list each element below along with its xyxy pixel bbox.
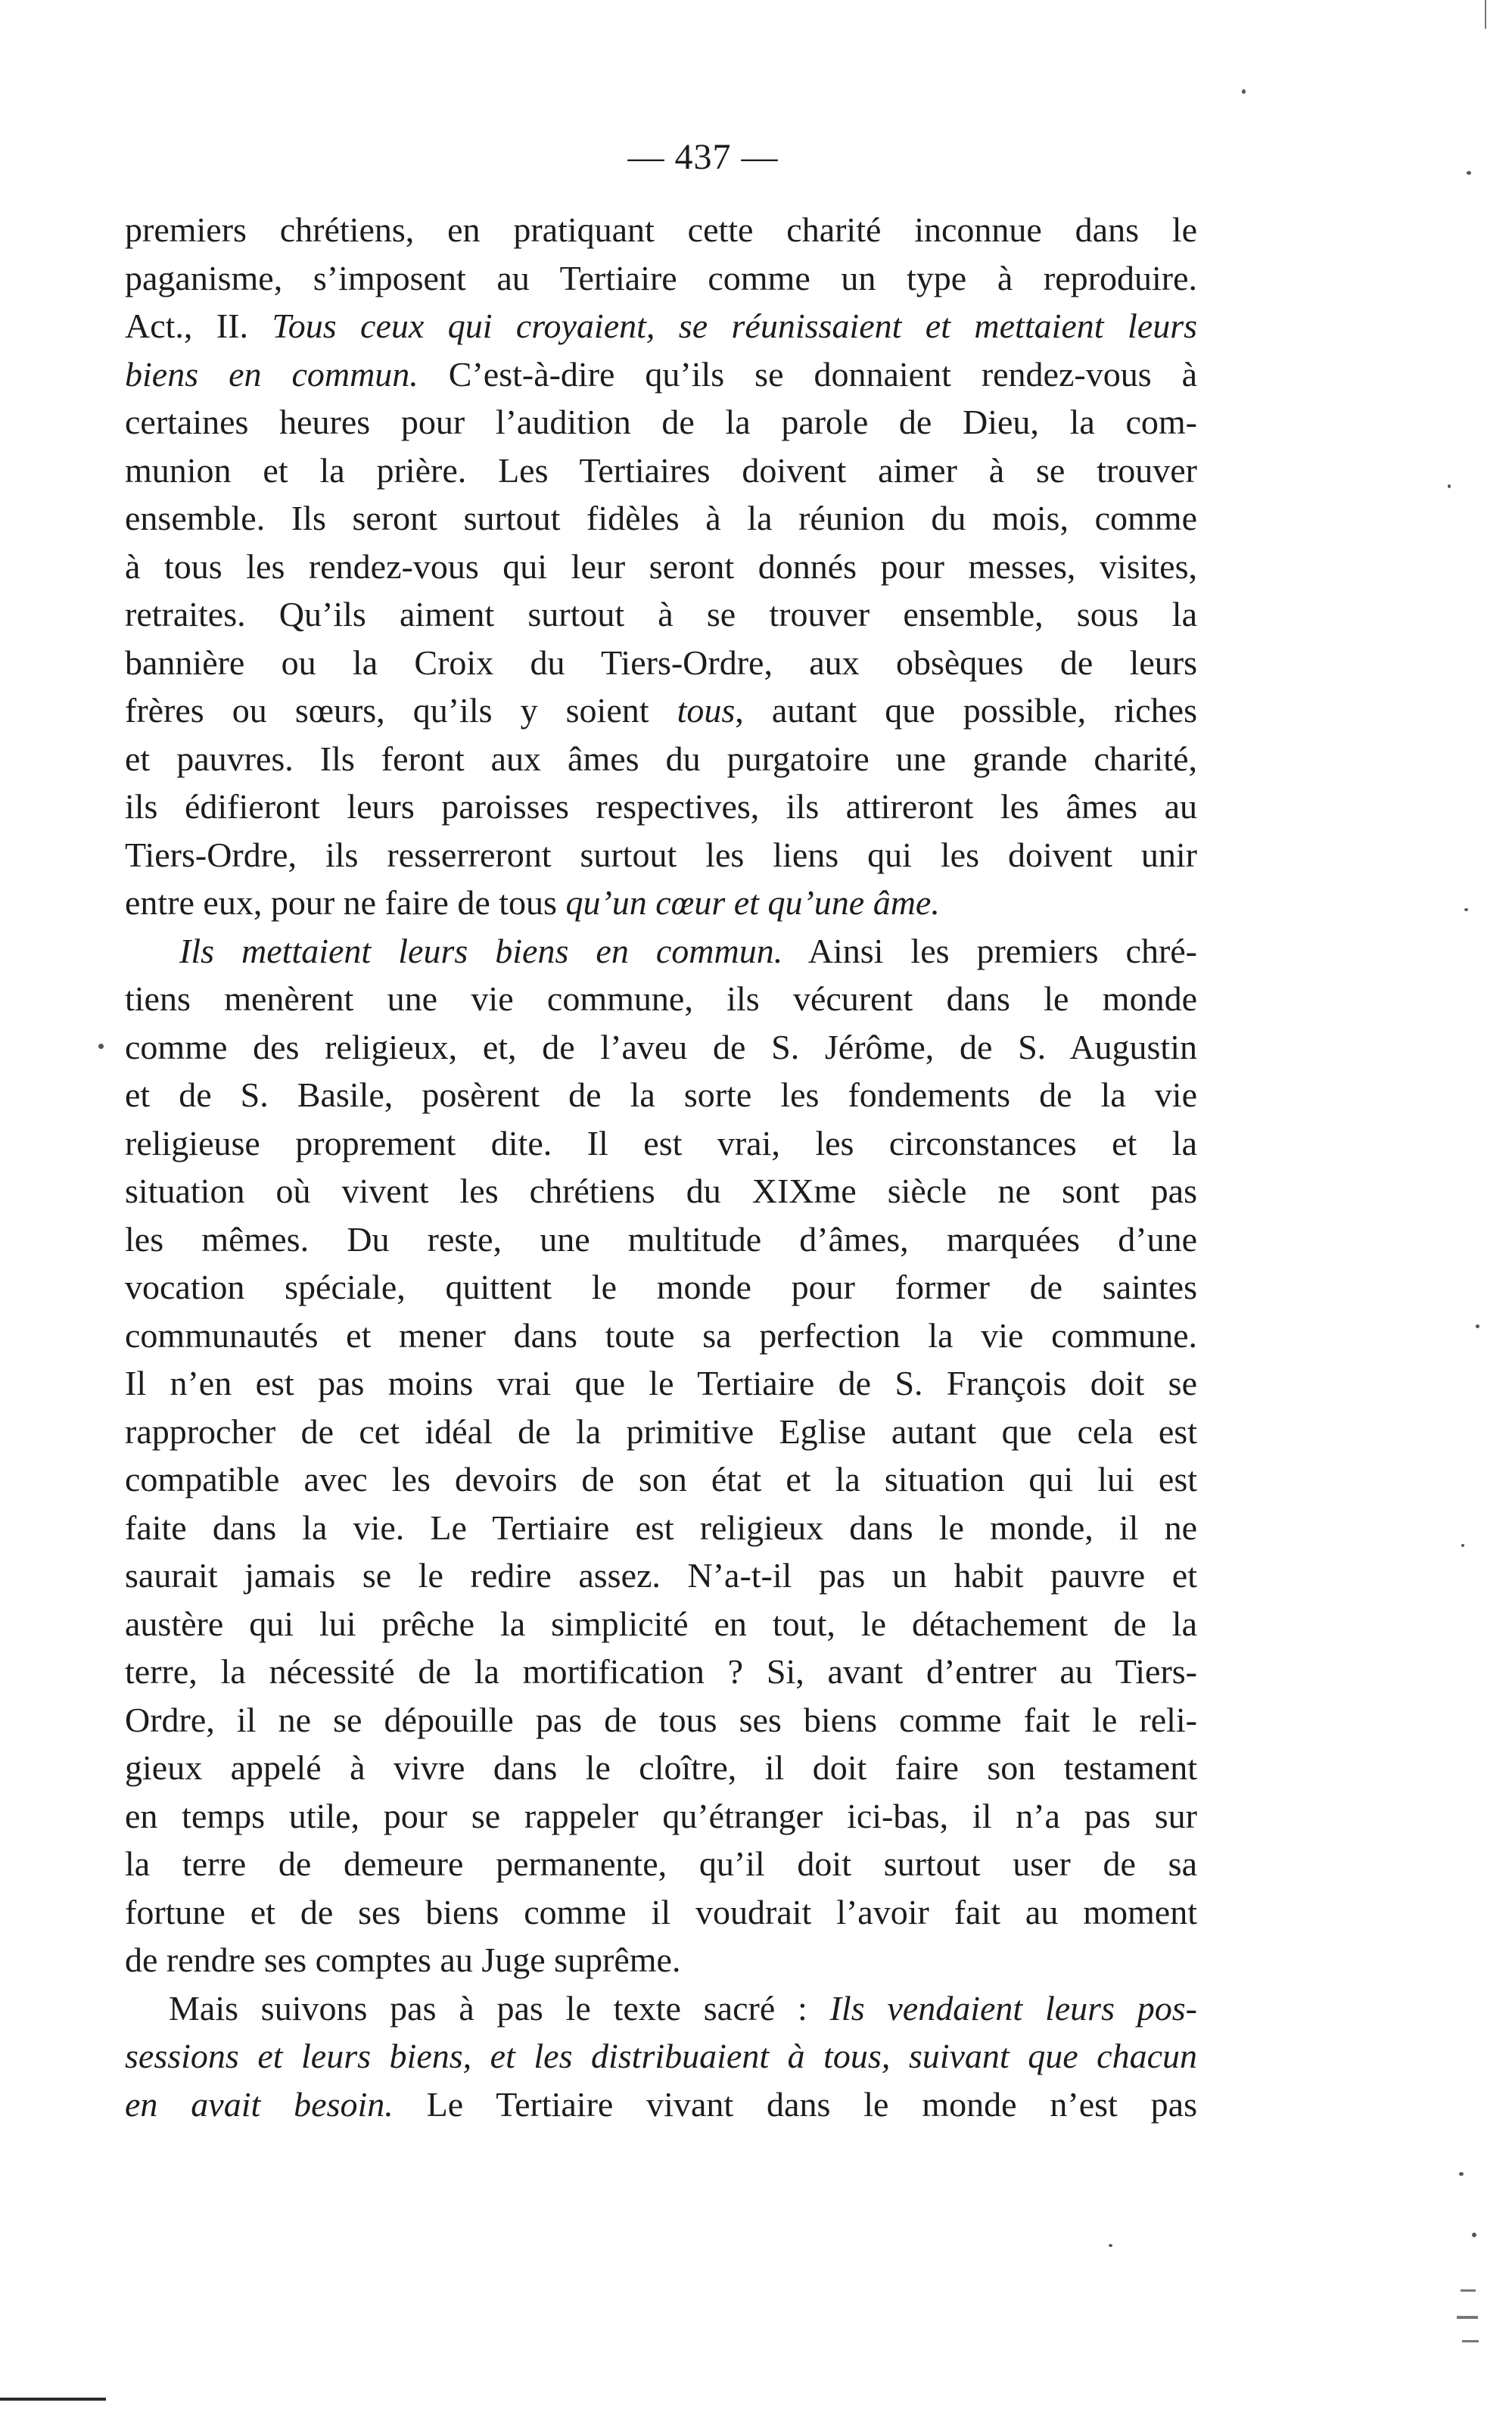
italic-text: Tous ceux qui croyaient, se réunissaient et mettaient leurs [272, 307, 1197, 345]
text-run: communautés et mener dans toute sa perfection la vie commune. [125, 1315, 1197, 1355]
text-line [125, 1455, 1197, 1504]
text-line [125, 1600, 1197, 1648]
text-line [125, 2081, 1197, 2129]
text-run: fortune et de ses biens comme il voudrait l’avoir fait au moment [125, 1892, 1197, 1931]
scan-speck [1464, 908, 1468, 911]
text-line [125, 1263, 1197, 1312]
text-run: retraites. Qu’ils aiment surtout à se trouver ensemble, sous la [125, 595, 1197, 633]
text-line [125, 1888, 1197, 1937]
text-run: tiens menèrent une vie commune, ils vécurent dans le monde [125, 979, 1197, 1018]
text-line [125, 543, 1197, 591]
text-run: la terre de demeure permanente, qu’il doit surtout user de sa [125, 1844, 1197, 1883]
text-line [125, 590, 1197, 639]
text-line [125, 494, 1197, 543]
text-run: les mêmes. Du reste, une multitude d’âmes, marquées d’une [125, 1219, 1197, 1259]
text-line [125, 1408, 1197, 1456]
page-number: — 437 — [627, 137, 779, 177]
text-run: gieux appelé à vivre dans le cloître, il doit faire son testament [125, 1748, 1197, 1787]
text-line [125, 206, 1197, 254]
scan-edge-mark [1485, 0, 1486, 29]
text-line [125, 350, 1197, 399]
text-run: rapprocher de cet idéal de la primitive Eglise autant que cela est [125, 1411, 1197, 1451]
scan-speck [1109, 2244, 1112, 2247]
text-run: terre, la nécessité de la mortification ? Si, avant d’entrer au Tiers- [125, 1652, 1197, 1691]
italic-text: tous [677, 691, 736, 730]
text-run: Mais suivons pas à pas le texte sacré : [169, 1988, 830, 2028]
text-run: premiers chrétiens, en pratiquant cette charité inconnue dans le [125, 210, 1197, 249]
text-run: comme des religieux, et, de l’aveu de S. Jérôme, de S. Augustin [125, 1027, 1197, 1066]
italic-text: en avait besoin. [125, 2084, 394, 2124]
scan-edge-mark [1462, 2340, 1479, 2342]
text-line [125, 1696, 1197, 1744]
text-run: Tiers-Ordre, ils resserreront surtout les liens qui les doivent unir [125, 835, 1197, 874]
text-line [125, 639, 1197, 687]
text-run: et de S. Basile, posèrent de la sorte les fondements de la vie [125, 1075, 1197, 1114]
text-run: Act., II. [125, 307, 272, 345]
text-run: religieuse proprement dite. Il est vrai, les circonstances et la [125, 1123, 1197, 1162]
text-run: munion et la prière. Les Tertiaires doivent aimer à se trouver [125, 450, 1197, 490]
text-run: certaines heures pour l’audition de la parole de Dieu, la com- [125, 403, 1197, 441]
body-text [125, 206, 1197, 2128]
scan-speck [1472, 2233, 1476, 2237]
scan-speck [1459, 2172, 1464, 2176]
text-run: à tous les rendez-vous qui leur seront donnés pour messes, visites, [125, 546, 1197, 586]
text-run: Il n’en est pas moins vrai que le Tertiaire de S. François doit se [125, 1364, 1197, 1402]
text-run: ils édifieront leurs paroisses respectives, ils attireront les âmes au [125, 787, 1197, 826]
text-line [125, 879, 1197, 927]
scan-speck [1461, 1544, 1464, 1547]
text-line [125, 1215, 1197, 1264]
text-line [125, 1648, 1197, 1696]
text-line [125, 1840, 1197, 1888]
scan-speck [1467, 171, 1471, 175]
text-run: austère qui lui prêche la simplicité en tout, le détachement de la [125, 1604, 1197, 1643]
text-run: Le Tertiaire vivant dans le monde n’est pas [393, 2084, 1197, 2124]
text-line [125, 1744, 1197, 1792]
text-run: , autant que possible, riches [735, 691, 1197, 730]
text-line [125, 1984, 1197, 2033]
text-run: Ordre, il ne se dépouille pas de tous ses biens comme fait le reli- [125, 1700, 1197, 1739]
text-line [125, 975, 1197, 1023]
text-line [125, 1167, 1197, 1215]
text-line [125, 2032, 1197, 2081]
text-line [125, 398, 1197, 447]
text-run: Ainsi les premiers chré- [782, 931, 1197, 970]
scan-edge-mark [1457, 2316, 1478, 2319]
bottom-edge-rule [0, 2398, 106, 2401]
text-line [125, 1359, 1197, 1408]
text-run: et pauvres. Ils feront aux âmes du purgatoire une grande charité, [125, 739, 1197, 778]
italic-text: sessions et leurs biens, et les distribuaient à tous, suivant que chacun [125, 2037, 1197, 2075]
text-run: entre eux, pour ne faire de tous [125, 883, 566, 922]
scan-speck [1448, 484, 1451, 488]
text-run: de rendre ses comptes au Juge suprême. [125, 1940, 681, 1979]
text-line [125, 302, 1197, 350]
text-run: saurait jamais se le redire assez. N’a-t-il pas un habit pauvre et [125, 1556, 1197, 1595]
text-line [125, 686, 1197, 735]
text-line [125, 783, 1197, 831]
italic-text: biens en commun. [125, 354, 418, 394]
text-line [125, 447, 1197, 495]
text-line [125, 1936, 1197, 1984]
text-run: frères ou sœurs, qu’ils y soient [125, 691, 677, 730]
text-line [125, 831, 1197, 879]
text-line [125, 1504, 1197, 1552]
italic-text: Ils mettaient leurs biens en commun. [179, 931, 783, 970]
text-run: ensemble. Ils seront surtout fidèles à la réunion du mois, comme [125, 499, 1197, 537]
text-line [125, 735, 1197, 783]
scan-speck [1242, 89, 1246, 94]
italic-text: Ils vendaient leurs pos- [829, 1988, 1197, 2028]
text-line [125, 927, 1197, 976]
text-line [125, 254, 1197, 303]
italic-text: qu’un cœur et qu’une âme. [565, 883, 940, 922]
text-line [125, 1551, 1197, 1600]
scan-edge-mark [1461, 2289, 1476, 2292]
text-run: compatible avec les devoirs de son état et la situation qui lui est [125, 1460, 1197, 1499]
text-run: en temps utile, pour se rappeler qu’étranger ici-bas, il n’a pas sur [125, 1796, 1197, 1835]
text-run: bannière ou la Croix du Tiers-Ordre, aux obsèques de leurs [125, 643, 1197, 682]
text-run: faite dans la vie. Le Tertiaire est religieux dans le monde, il ne [125, 1508, 1197, 1547]
text-run: paganisme, s’imposent au Tertiaire comme un type à reproduire. [125, 258, 1197, 297]
text-run: vocation spéciale, quittent le monde pour former de saintes [125, 1268, 1197, 1306]
text-line [125, 1312, 1197, 1360]
text-line [125, 1119, 1197, 1168]
scan-speck [98, 1044, 104, 1049]
text-run: situation où vivent les chrétiens du XIXme siècle ne sont pas [125, 1172, 1197, 1210]
text-line [125, 1792, 1197, 1841]
text-run: C’est-à-dire qu’ils se donnaient rendez-vous à [418, 354, 1197, 394]
text-line [125, 1071, 1197, 1119]
text-line [125, 1023, 1197, 1072]
scan-speck [1476, 1324, 1479, 1328]
